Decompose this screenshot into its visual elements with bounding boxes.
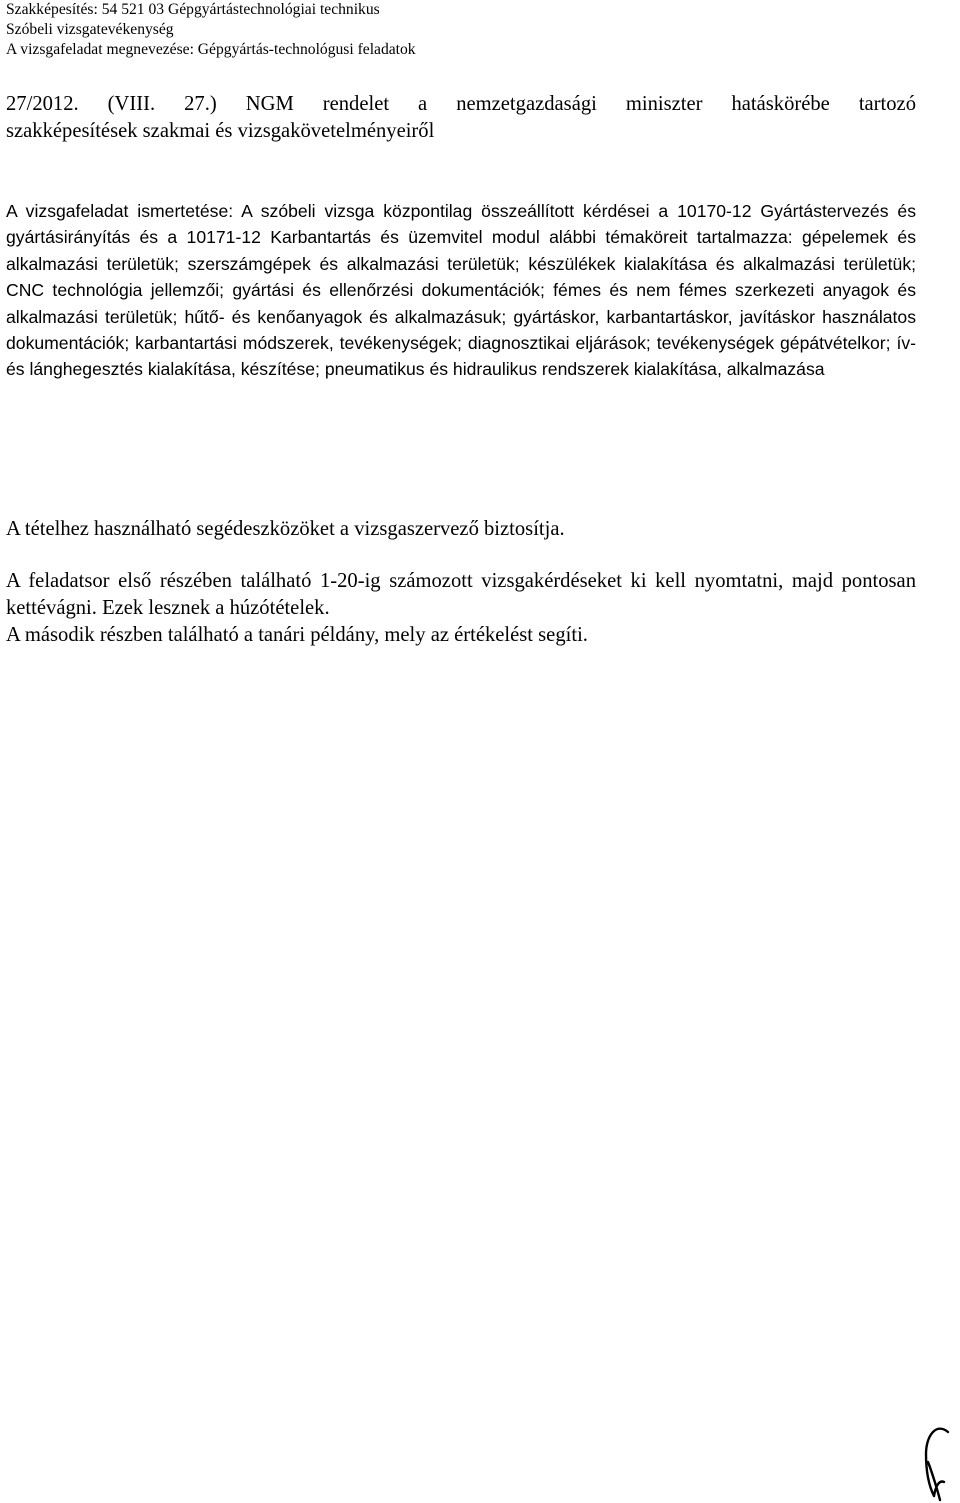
signature-mark <box>918 1422 958 1502</box>
instructions <box>6 568 916 649</box>
activity-line: Szóbeli vizsgatevékenység <box>6 21 174 38</box>
task-description: A vizsgafeladat ismertetése: A szóbeli vizsga központilag összeállított kérdései a 10170-12 Gyártástervezés és gyártásirányítás és a 10171-12 Karbantartás és üzemvitel modul alábbi témaköreit tartalmazza: gépelemek és alkalmazási területük; szerszámgépek és alkalmazási területük; készülékek kialakítása és alkalmazási területük; CNC technológia jellemzői; gyártási és ellenőrzési dokumentációk; fémes és nem fémes szerkezeti anyagok és alkalmazási területük; hűtő- és kenőanyagok és alkalmazásuk; gyártáskor, karbantartáskor, javításkor használatos dokumentációk; karbantartási módszerek, tevékenységek; diagnosztikai eljárások; tevékenységek gépátvételkor; ív- és lánghegesztés kialakítása, készítése; pneumatikus és hidraulikus rendszerek kialakítása, alkalmazása <box>6 201 916 380</box>
decree-line-1: 27/2012. (VIII. 27.) NGM rendelet a nemzetgazdasági miniszter hatáskörébe tartozó <box>6 93 916 115</box>
decree-reference <box>6 91 916 145</box>
instructions-part-2: A második részben található a tanári példány, mely az értékelést segíti. <box>6 624 588 646</box>
instructions-part-1: A feladatsor első részében található 1-20-ig számozott vizsgakérdéseket ki kell nyomtatni, majd pontosan kettévágni. Ezek lesznek a húzótételek. <box>6 570 916 619</box>
tools-note: A tételhez használható segédeszközöket a vizsgaszervező biztosítja. <box>6 518 565 540</box>
qualification-line: Szakképesítés: 54 521 03 Gépgyártástechnológiai technikus <box>6 1 380 18</box>
decree-line-2: szakképesítések szakmai és vizsgakövetelményeiről <box>6 120 435 142</box>
task-name-line: A vizsgafeladat megnevezése: Gépgyártás-technológusi feladatok <box>6 41 416 58</box>
document-page <box>6 0 916 60</box>
document-header <box>6 0 916 60</box>
